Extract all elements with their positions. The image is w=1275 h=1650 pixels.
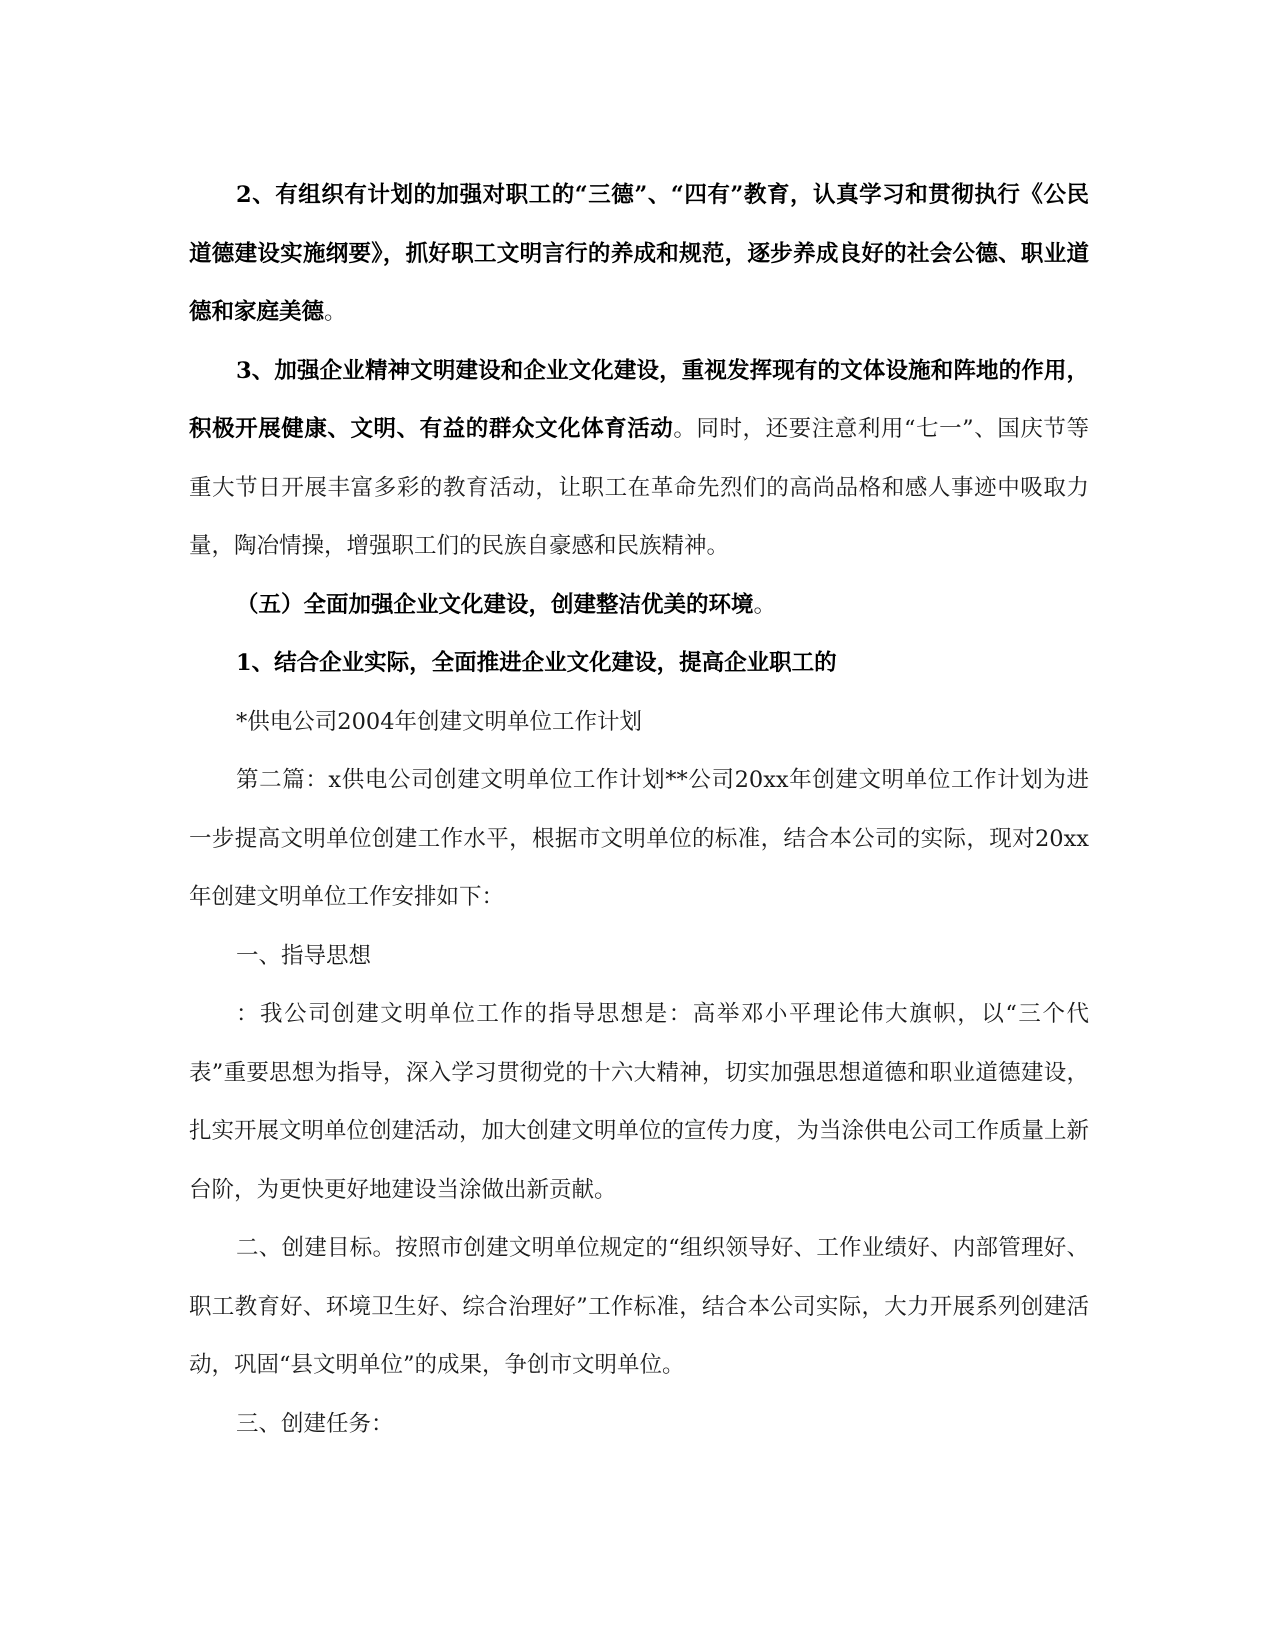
paragraph-text: 第二篇：x供电公司创建文明单位工作计划**公司20xx年创建文明单位工作计划为进一步提高文明单位创建工作水平，根据市文明单位的标准，结合本公司的实际，现对20xx年创建文明单位工作安排如下： <box>189 767 1089 910</box>
paragraph-text: 。 <box>324 299 347 325</box>
paragraph-text: 。同时，还要注意利用“七一”、国庆节等重大节日开展丰富多彩的教育活动，让职工在革命先烈们的高尚品格和感人事迹中吸取力量，陶冶情操，增强职工们的民族自豪感和民族精神。 <box>189 416 1089 559</box>
paragraph-bold-text: 3、加强企业精神文明建设和企业文化建设，重视发挥现有的文体设施和阵地的作用，积极开展健康、文明、有益的群众文化体育活动 <box>189 357 1089 442</box>
document-body <box>189 166 1089 1453</box>
paragraph-item-3 <box>189 342 1089 576</box>
section-heading-guiding-ideology <box>189 927 1089 986</box>
paragraph-item-1 <box>189 634 1089 693</box>
second-article-intro <box>189 751 1089 927</box>
paragraph-text: *供电公司2004年创建文明单位工作计划 <box>236 708 643 735</box>
guiding-ideology-text <box>189 985 1089 1219</box>
paragraph-bold-text: （五）全面加强企业文化建设，创建整洁优美的环境 <box>236 591 754 618</box>
paragraph-text: 三、创建任务： <box>236 1410 394 1437</box>
paragraph-text: ：我公司创建文明单位工作的指导思想是：高举邓小平理论伟大旗帜，以“三个代表”重要思想为指导，深入学习贯彻党的十六大精神，切实加强思想道德和职业道德建设，扎实开展文明单位创建活动，加大创建文明单位的宣传力度，为当涂供电公司工作质量上新台阶，为更快更好地建设当涂做出新贡献。 <box>189 1001 1090 1203</box>
section-heading-creation-tasks <box>189 1395 1089 1454</box>
paragraph-text: 一、指导思想 <box>236 942 372 969</box>
creation-goals-text <box>189 1219 1089 1395</box>
section-heading-5 <box>189 576 1089 635</box>
paragraph-bold-text: 2、有组织有计划的加强对职工的“三德”、“四有”教育，认真学习和贯彻执行《公民道德建设实施纲要》，抓好职工文明言行的养成和规范，逐步养成良好的社会公德、职业道德和家庭美德 <box>189 182 1089 325</box>
paragraph-bold-text: 1、结合企业实际，全面推进企业文化建设，提高企业职工的 <box>236 650 837 676</box>
paragraph-text: 。 <box>753 591 777 618</box>
paragraph-item-2 <box>189 166 1089 342</box>
paragraph-text: 二、创建目标。按照市创建文明单位规定的“组织领导好、工作业绩好、内部管理好、职工教育好、环境卫生好、综合治理好”工作标准，结合本公司实际，大力开展系列创建活动，巩固“县文明单位”的成果，争创市文明单位。 <box>189 1235 1089 1378</box>
document-title-line <box>189 693 1089 752</box>
